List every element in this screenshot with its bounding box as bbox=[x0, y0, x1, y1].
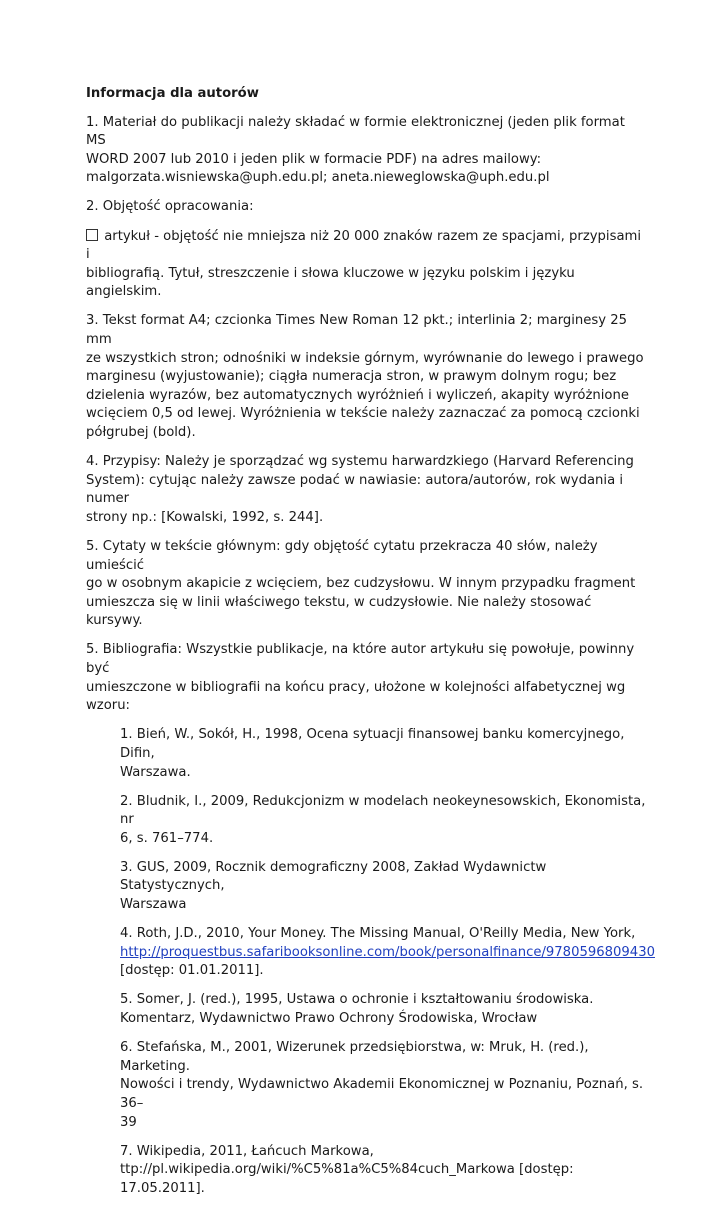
paragraph-format: 3. Tekst format A4; czcionka Times New Roman 12 pkt.; interlinia 2; marginesy 25 mm ze wszystkich stron; odnośniki w indeksie górnym, wyrównanie do lewego i prawego marginesu (wyjustowanie); ciągła numeracja stron, w prawym dolnym rogu; bez dzielenia wyrazów, bez automatycznych wyróżnień i wyliczeń, akapity wyróżnione wcięciem 0,5 od lewej. Wyróżnienia w tekście należy zaznaczać za pomocą czcionki półgrubej (bold). bbox=[86, 313, 644, 440]
list-item: 4. Roth, J.D., 2010, Your Money. The Missing Manual, O'Reilly Media, New York, http://proquestbus.safaribooksonline.com/book/personalfinance/9780596809430 [dostęp: 01.01.2011]. bbox=[120, 926, 655, 979]
paragraph-submission: 1. Materiał do publikacji należy składać w formie elektronicznej (jeden plik format MS WORD 2007 lub 2010 i jeden plik w formacie PDF) na adres mailowy: malgorzata.wisniewska@uph.edu.pl; aneta.nieweglowska@uph.edu.pl bbox=[86, 114, 625, 186]
checkbox-square-icon bbox=[86, 229, 98, 241]
list-item: 2. Bludnik, I., 2009, Redukcjonizm w modelach neokeynesowskich, Ekonomista, nr 6, s. 761–774. bbox=[120, 793, 646, 846]
paragraph-volume: 2. Objętość opracowania: bbox=[86, 199, 254, 215]
list-item: 7. Wikipedia, 2011, Łańcuch Markowa, ttp://pl.wikipedia.org/wiki/%C5%81a%C5%84cuch_Markowa [dostęp: 17.05.2011]. bbox=[120, 1143, 574, 1196]
reference-list bbox=[86, 726, 655, 1198]
paragraph-article: artykuł - objętość nie mniejsza niż 20 000 znaków razem ze spacjami, przypisami i bibliografią. Tytuł, streszczenie i słowa kluczowe w języku polskim i języku angielskim. bbox=[86, 228, 642, 300]
paragraph-quotes: 5. Cytaty w tekście głównym: gdy objętość cytatu przekracza 40 słów, należy umieścić go w osobnym akapicie z wcięciem, bez cudzysłowu. W innym przypadku fragment umieszcza się w linii właściwego tekstu, w cudzysłowie. Nie należy stosować kursywy. bbox=[86, 538, 636, 629]
list-item: 5. Somer, J. (red.), 1995, Ustawa o ochronie i kształtowaniu środowiska. Komentarz, Wydawnictwo Prawo Ochrony Środowiska, Wrocław bbox=[120, 992, 594, 1027]
list-item: 6. Stefańska, M., 2001, Wizerunek przedsiębiorstwa, w: Mruk, H. (red.), Marketing. Nowości i trendy, Wydawnictwo Akademii Ekonomicznej w Poznaniu, Poznań, s. 36– 39 bbox=[120, 1040, 644, 1130]
paragraph-bibliography: 5. Bibliografia: Wszystkie publikacje, na które autor artykułu się powołuje, powinny być umieszczone w bibliografii na końcu pracy, ułożone w kolejności alfabetycznej wg wzoru: bbox=[86, 642, 635, 714]
list-item: 1. Bień, W., Sokół, H., 1998, Ocena sytuacji finansowej banku komercyjnego, Difin, Warszawa. bbox=[120, 727, 625, 780]
reference-link[interactable]: http://proquestbus.safaribooksonline.com/book/personalfinance/9780596809430 bbox=[120, 944, 655, 960]
paragraph-footnotes: 4. Przypisy: Należy je sporządzać wg systemu harwardzkiego (Harvard Referencing System): cytując należy zawsze podać w nawiasie: autora/autorów, rok wydania i numer strony np.: [Kowalski, 1992, s. 244]. bbox=[86, 454, 634, 525]
document-page bbox=[86, 85, 655, 1209]
document-title: Informacja dla autorów bbox=[86, 86, 259, 101]
list-item: 3. GUS, 2009, Rocznik demograficzny 2008, Zakład Wydawnictw Statystycznych, Warszawa bbox=[120, 859, 547, 913]
